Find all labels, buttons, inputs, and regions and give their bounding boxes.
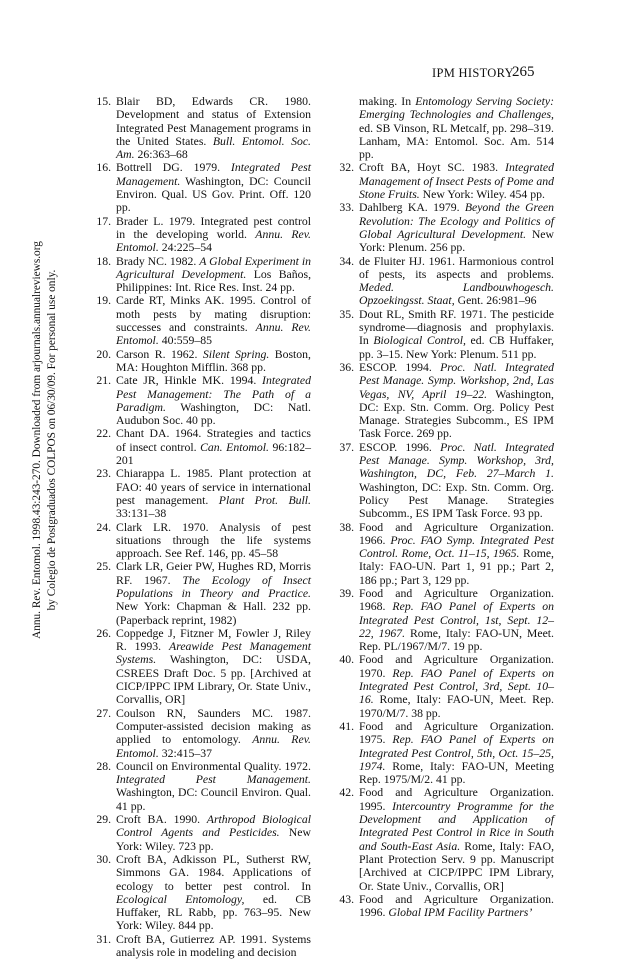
reference-item: 24. Clark LR. 1970. Analysis of pest situations through the life systems approach. See Ref. 146, pp. 45–58 <box>89 521 311 561</box>
reference-number: 36. <box>339 360 354 374</box>
reference-number: 39. <box>339 586 354 600</box>
reference-item: 42. Food and Agriculture Organization. 1995. Intercountry Programme for the Development and Application of Integrated Pest Control in Rice in South and South-East Asia. Rome, Italy: FAO, Plant Protection Serv. 9 pp. Manuscript [Archived at CICP/IPPC IPM Library, Or. State Univ., Corvallis, OR] <box>332 786 554 892</box>
reference-item: 33. Dahlberg KA. 1979. Beyond the Green Revolution: The Ecology and Politics of Global Agricultural Development. New York: Plenum. 256 pp. <box>332 201 554 254</box>
reference-number: 31. <box>96 932 111 946</box>
reference-item: 23. Chiarappa L. 1985. Plant protection at FAO: 40 years of service in international pest management. Plant Prot. Bull. 33:131–38 <box>89 467 311 520</box>
reference-item: 34. de Fluiter HJ. 1961. Harmonious control of pests, its aspects and problems. Meded. Landbouwhogesch. Opzoekingsst. Staat, Gent. 26:981–96 <box>332 255 554 308</box>
reference-item: 19. Carde RT, Minks AK. 1995. Control of moth pests by mating disruption: successes and constraints. Annu. Rev. Entomol. 40:559–85 <box>89 294 311 347</box>
reference-item: 35. Dout RL, Smith RF. 1971. The pesticide syndrome—diagnosis and prophylaxis. In Biological Control, ed. CB Huffaker, pp. 3–15. New York: Plenum. 511 pp. <box>332 308 554 361</box>
reference-number: 21. <box>96 374 111 388</box>
reference-number: 42. <box>339 786 354 800</box>
download-notice <box>30 80 70 800</box>
reference-item: 25. Clark LR, Geier PW, Hughes RD, Morris RF. 1967. The Ecology of Insect Populations in Theory and Practice. New York: Chapman & Hall. 232 pp. (Paperback reprint, 1982) <box>89 560 311 626</box>
running-head <box>0 66 638 86</box>
reference-number: 34. <box>339 254 354 268</box>
reference-item: 38. Food and Agriculture Organization. 1966. Proc. FAO Symp. Integrated Pest Control. Rome, Oct. 11–15, 1965. Rome, Italy: FAO-UN. Part 1, 91 pp.; Part 2, 186 pp.; Part 3, 129 pp. <box>332 521 554 587</box>
reference-item: 20. Carson R. 1962. Silent Spring. Boston, MA: Houghton Mifflin. 368 pp. <box>89 348 311 375</box>
reference-number: 41. <box>339 719 354 733</box>
reference-item: 39. Food and Agriculture Organization. 1968. Rep. FAO Panel of Experts on Integrated Pest Control, 1st, Sept. 12–22, 1967. Rome, Italy: FAO-UN, Meet. Rep. PL/1967/M/7. 19 pp. <box>332 587 554 653</box>
reference-item: 32. Croft BA, Hoyt SC. 1983. Integrated Management of Insect Pests of Pome and Stone Fruits. New York: Wiley. 454 pp. <box>332 161 554 201</box>
reference-number: 17. <box>96 214 111 228</box>
right-column <box>332 95 554 919</box>
reference-item: 37. ESCOP. 1996. Proc. Natl. Integrated Pest Manage. Symp. Workshop, 3rd, Washington, DC, Feb. 27–March 1. Washington, DC: Exp. Stn. Comm. Org. Policy Pest Manage. Strategies Subcomm., ES IPM Task Force. 93 pp. <box>332 441 554 521</box>
reference-number: 38. <box>339 520 354 534</box>
reference-number: 30. <box>96 852 111 866</box>
reference-number: 32. <box>339 161 354 175</box>
reference-item: 30. Croft BA, Adkisson PL, Sutherst RW, Simmons GA. 1984. Applications of ecology to better pest control. In Ecological Entomology, ed. CB Huffaker, RL Rabb, pp. 763–95. New York: Wiley. 844 pp. <box>89 853 311 933</box>
page-number: 265 <box>512 64 535 80</box>
reference-item: 17. Brader L. 1979. Integrated pest control in the developing world. Annu. Rev. Entomol. 24:225–54 <box>89 215 311 255</box>
reference-item: 22. Chant DA. 1964. Strategies and tactics of insect control. Can. Entomol. 96:182–201 <box>89 427 311 467</box>
reference-item: 27. Coulson RN, Saunders MC. 1987. Computer-assisted decision making as applied to entomology. Annu. Rev. Entomol. 32:415–37 <box>89 707 311 760</box>
reference-item: 26. Coppedge J, Fitzner M, Fowler J, Riley R. 1993. Areawide Pest Management Systems. Washington, DC: USDA, CSREES Draft Doc. 5 pp. [Archived at CICP/IPPC IPM Library, Or. State Univ., Corvallis, OR] <box>89 627 311 707</box>
reference-number: 29. <box>96 813 111 827</box>
reference-continuation: making. In Entomology Serving Society: Emerging Technologies and Challenges, ed. SB Vinson, RL Metcalf, pp. 298–319. Lanham, MA: Entomol. Soc. Am. 514 pp. <box>359 95 554 162</box>
reference-number: 15. <box>96 95 111 108</box>
reference-number: 24. <box>96 520 111 534</box>
download-notice-line-1: Annu. Rev. Entomol. 1998.43:243-270. Downloaded from arjournals.annualreviews.org <box>31 241 43 639</box>
reference-item: 40. Food and Agriculture Organization. 1970. Rep. FAO Panel of Experts on Integrated Pest Control, 3rd, Sept. 10–16. Rome, Italy: FAO-UN, Meet. Rep. 1970/M/7. 38 pp. <box>332 653 554 719</box>
reference-number: 27. <box>96 706 111 720</box>
reference-item: 41. Food and Agriculture Organization. 1975. Rep. FAO Panel of Experts on Integrated Pest Control, 5th, Oct. 15–25, 1974. Rome, Italy: FAO-UN, Meeting Rep. 1975/M/2. 41 pp. <box>332 720 554 786</box>
reference-number: 35. <box>339 307 354 321</box>
reference-number: 16. <box>96 161 111 175</box>
reference-number: 33. <box>339 201 354 215</box>
reference-item: 16. Bottrell DG. 1979. Integrated Pest Management. Washington, DC: Council Environ. Qual. US Gov. Print. Off. 120 pp. <box>89 161 311 214</box>
reference-item: 31. Croft BA, Gutierrez AP. 1991. Systems analysis role in modeling and decision <box>89 933 311 959</box>
reference-number: 43. <box>339 892 354 906</box>
reference-item: 15. Blair BD, Edwards CR. 1980. Development and status of Extension Integrated Pest Management programs in the United States. Bull. Entomol. Soc. Am. 26:363–68 <box>89 95 311 161</box>
reference-item: 18. Brady NC. 1982. A Global Experiment in Agricultural Development. Los Baños, Philippines: Int. Rice Res. Inst. 24 pp. <box>89 255 311 295</box>
running-title: IPM HISTORY <box>432 66 514 80</box>
download-notice-line-2: by Colegio de Postgraduados COLPOS on 06/30/09. For personal use only. <box>46 269 58 611</box>
reference-item: 36. ESCOP. 1994. Proc. Natl. Integrated Pest Manage. Symp. Workshop, 2nd, Las Vegas, NV, April 19–22. Washington, DC: Exp. Stn. Comm. Org. Policy Pest Manage. Strategies Subcomm., ES IPM Task Force. 269 pp. <box>332 361 554 441</box>
reference-number: 26. <box>96 626 111 640</box>
reference-item: 21. Cate JR, Hinkle MK. 1994. Integrated Pest Management: The Path of a Paradigm. Washington, DC: Natl. Audubon Soc. 40 pp. <box>89 374 311 427</box>
reference-item: 28. Council on Environmental Quality. 1972. Integrated Pest Management. Washington, DC: Council Environ. Qual. 41 pp. <box>89 760 311 813</box>
reference-number: 22. <box>96 427 111 441</box>
left-column <box>89 95 311 959</box>
reference-item: 43. Food and Agriculture Organization. 1996. Global IPM Facility Partners’ <box>332 893 554 920</box>
reference-number: 23. <box>96 467 111 481</box>
reference-number: 28. <box>96 759 111 773</box>
reference-number: 20. <box>96 347 111 361</box>
reference-number: 40. <box>339 653 354 667</box>
reference-number: 37. <box>339 440 354 454</box>
reference-number: 25. <box>96 560 111 574</box>
reference-number: 18. <box>96 254 111 268</box>
reference-item: 29. Croft BA. 1990. Arthropod Biological Control Agents and Pesticides. New York: Wiley. 723 pp. <box>89 813 311 853</box>
reference-number: 19. <box>96 294 111 308</box>
